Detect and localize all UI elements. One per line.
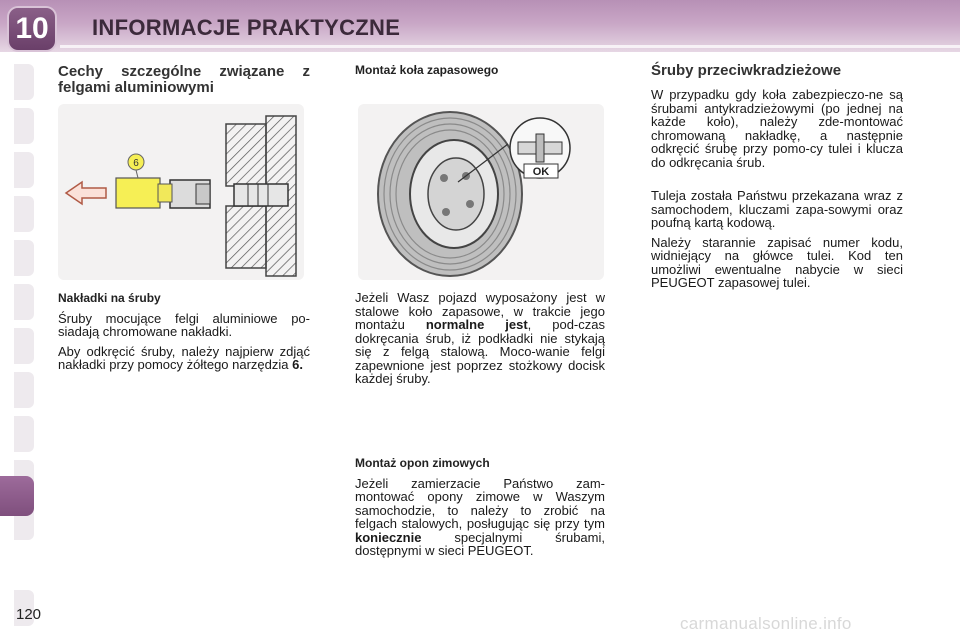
chapter-tab[interactable] [14,240,34,276]
figure-callout-ok: OK [532,166,550,178]
paragraph-winter-tyres [355,477,605,558]
wheel-bolt-cap-removal-illustration-icon [58,104,304,280]
chapter-tab[interactable] [14,328,34,364]
watermark: carmanualsonline.info [680,614,852,633]
figure-spare-wheel [358,104,604,280]
chapter-tab[interactable] [14,152,34,188]
figure-callout-6: 6 [133,158,139,169]
paragraph: W przypadku gdy koła zabezpieczo-ne są śrubami antykradzieżowymi (po jednej na każde koło), należy zde-montować chromowaną nakładkę, a następnie odkręcić śrubę przy pomo-cy tulei i klucza do odkręcania śrub. [651,87,903,170]
tool-reference: 6. [292,357,303,372]
paragraph-text: , pod-czas dokręcania śrub, iż podkładki nie stykają się z felgą stalową. Moco-wanie felgi zapewnione jest poprzez stożkowy docisk każdej śruby. [355,317,605,386]
chapter-tab-active[interactable] [0,476,34,516]
chapter-tab[interactable] [14,64,34,100]
left-column-text [58,292,310,378]
subheading-spare-wheel: Montaż koła zapasowego [355,63,499,77]
middle-column-winter [355,457,605,564]
right-column [651,63,903,296]
emphasis: normalne jest [425,317,528,332]
chapter-number-badge: 10 [9,8,55,50]
section-heading: Cechy szczególne związane z felgami aluminiowymi [58,63,310,96]
header-divider [60,45,960,48]
emphasis: koniecznie [355,529,422,545]
paragraph-text: Jeżeli Wasz pojazd wyposażony jest w stalowe koło zapasowe, w trakcie jego montażu [355,290,605,332]
subheading-winter-tyres: Montaż opon zimowych [355,456,490,470]
paragraph: Należy starannie zapisać numer kodu, widniejący na główce tulei. Kod ten umożliwi ewentualne nabycie w sieci PEUGEOT zapasowej tulei. [651,234,903,290]
paragraph: Tuleja została Państwu przekazana wraz z samochodem, kluczami zapa-sowymi oraz poufną kartą kodową. [651,188,903,230]
paragraph: Śruby mocujące felgi aluminiowe po-siadają chromowane nakładki. [58,310,310,339]
paragraph-text: Jeżeli zamierzacie Państwo zam-montować opony zimowe w Waszym samochodzie, to należy to zrobić na felgach stalowych, posługując się przy tym [355,475,605,531]
chapter-tab[interactable] [14,284,34,320]
chapter-tab[interactable] [14,372,34,408]
paragraph-spare-wheel [355,291,605,386]
left-column [58,64,310,96]
spare-wheel-mounting-illustration-icon [358,104,604,280]
chapter-title: INFORMACJE PRAKTYCZNE [92,15,401,40]
paragraph-text: specjalnymi śrubami, dostępnymi w sieci PEUGEOT. [355,529,605,558]
chapter-tab[interactable] [14,108,34,144]
chapter-tab[interactable] [14,196,34,232]
middle-column-text [355,291,605,392]
paragraph-text: Aby odkręcić śruby, należy najpierw zdjąć nakładki przy pomocy żółtego narzędzia [58,343,310,372]
middle-column-top [355,64,605,84]
chapter-tab[interactable] [14,416,34,452]
subheading-bolt-caps: Nakładki na śruby [58,291,161,305]
paragraph [58,345,310,372]
figure-bolt-cap [58,104,304,280]
page-number: 120 [16,606,42,623]
section-heading-anti-theft: Śruby przeciwkradzieżowe [651,62,842,79]
